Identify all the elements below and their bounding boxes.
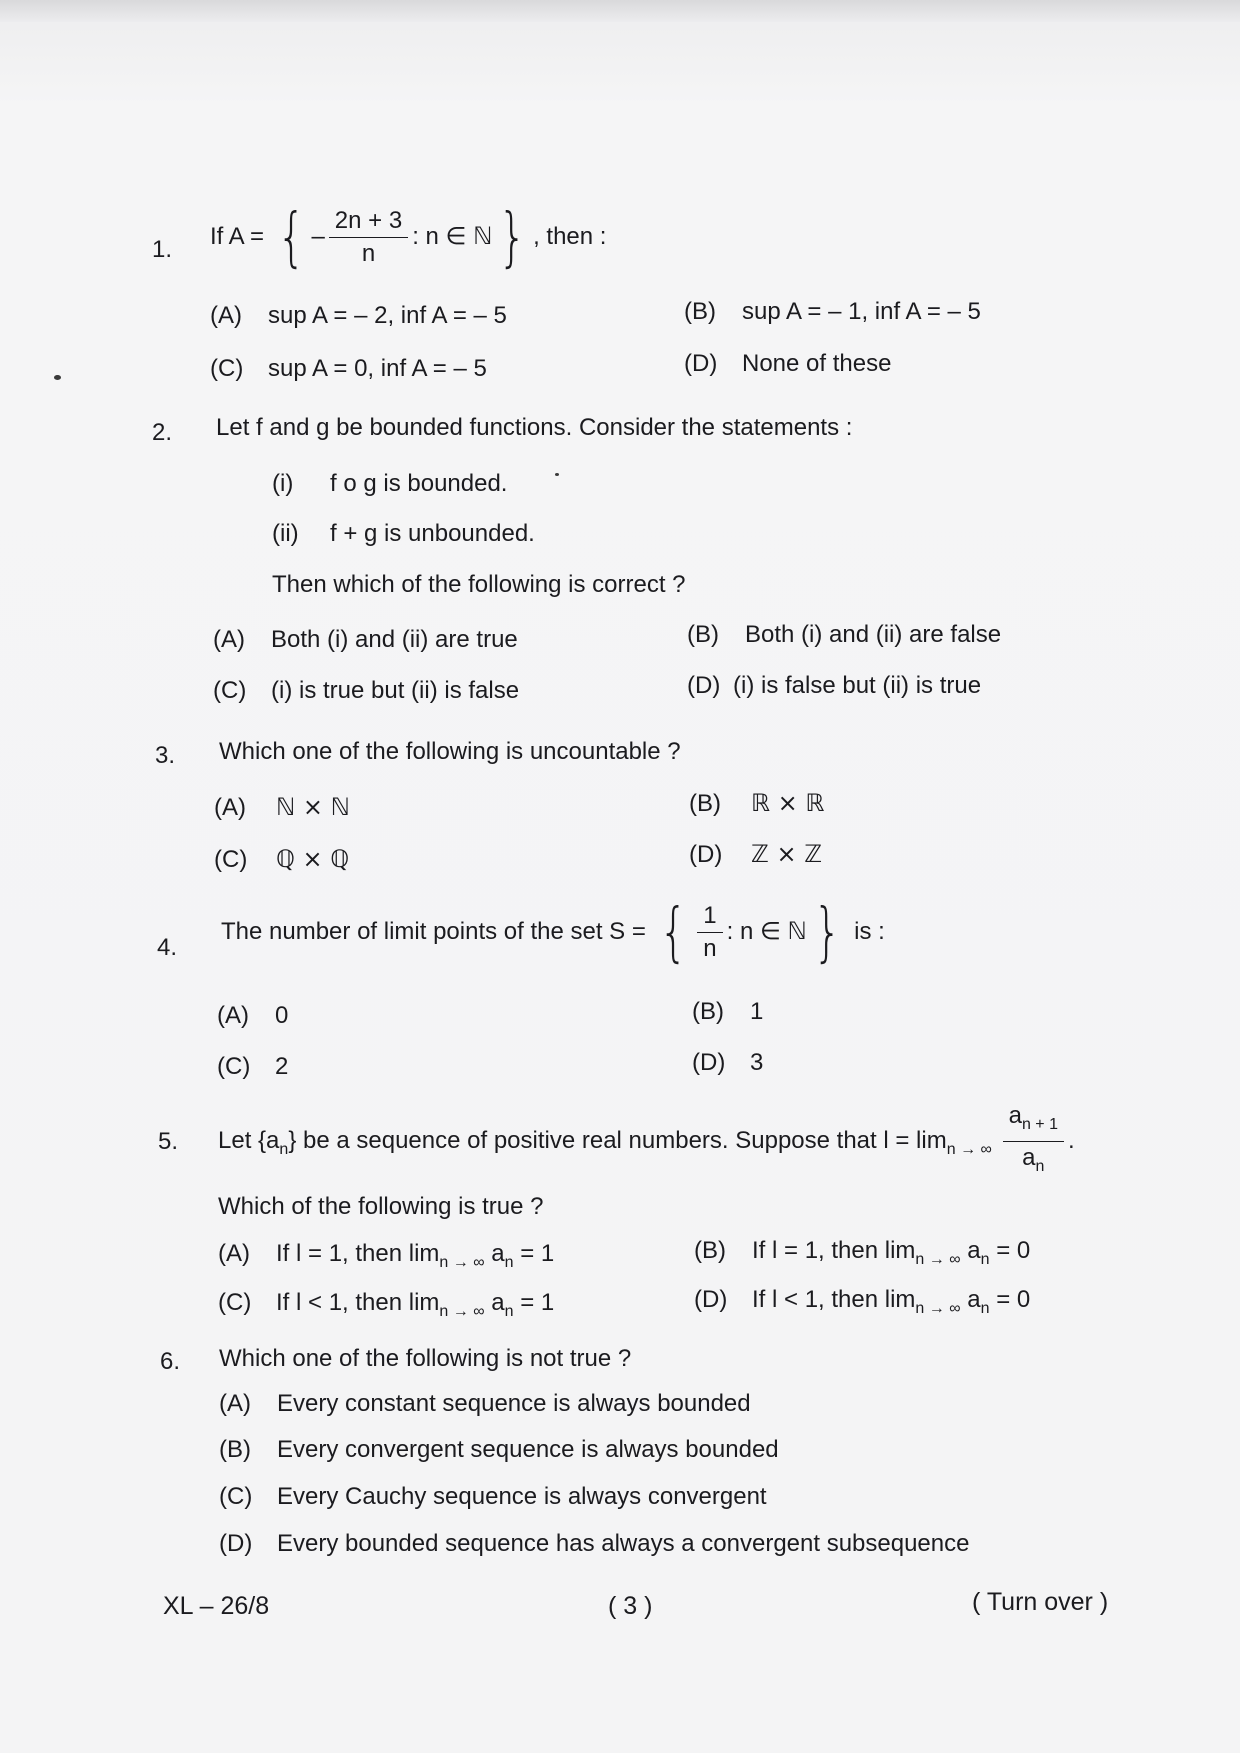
question-6-stem: Which one of the following is not true ?	[219, 1345, 632, 1372]
question-5-prompt: Which of the following is true ?	[218, 1193, 544, 1220]
q1-fraction: $\frac{2n + 3}{n}$	[329, 205, 408, 270]
exam-code: XL – 26/8	[163, 1592, 270, 1620]
q4-option-d[interactable]: (D) 3	[692, 1049, 764, 1076]
q5-option-a[interactable]: (A) If l = 1, then $\lim_{n \to \infty} a_n = 1$	[218, 1240, 555, 1271]
question-2-prompt: Then which of the following is correct ?	[272, 571, 686, 598]
q2-option-a[interactable]: (A) Both (i) and (ii) are true	[213, 626, 518, 653]
question-1-number: 1.	[152, 236, 173, 263]
question-2-number: 2.	[152, 419, 173, 446]
question-5-stem: Let $\{a_n\}$ be a sequence of positive real numbers. Suppose that $l = \lim_{n \to \infty}$ $\frac{a_{n + 1}}{a_n}$ .	[218, 1100, 1075, 1183]
question-6-number: 6.	[160, 1348, 181, 1375]
question-4-stem: The number of limit points of the set S = { $\frac{1}{n}$ : n ∈ ℕ} is :	[221, 895, 885, 970]
q5-option-b[interactable]: (B) If l = 1, then $\lim_{n \to \infty} a_n = 0$	[694, 1237, 1031, 1268]
right-brace: }	[812, 895, 842, 970]
left-brace: {	[276, 200, 306, 275]
q5-ratio-fraction: $\frac{a_{n + 1}}{a_n}$	[1003, 1100, 1064, 1183]
right-brace: }	[498, 200, 527, 275]
q2-option-c[interactable]: (C) (i) is true but (ii) is false	[213, 677, 520, 704]
q6-option-b[interactable]: (B) Every convergent sequence is always bounded	[219, 1436, 779, 1463]
q1-option-d[interactable]: (D) None of these	[684, 350, 892, 377]
q4-option-b[interactable]: (B) 1	[692, 998, 764, 1025]
q1-option-c[interactable]: (C) sup A = 0, inf A = – 5	[210, 355, 487, 382]
ink-speck	[555, 473, 559, 476]
q2-statement-ii: (ii) f + g is unbounded.	[272, 520, 535, 547]
q2-statement-i: (i) f o g is bounded.	[272, 470, 508, 497]
q6-option-c[interactable]: (C) Every Cauchy sequence is always convergent	[219, 1483, 767, 1510]
q2-option-b[interactable]: (B) Both (i) and (ii) are false	[687, 621, 1002, 648]
q1-option-a[interactable]: (A) sup A = – 2, inf A = – 5	[210, 302, 507, 329]
q2-option-d[interactable]: (D) (i) is false but (ii) is true	[687, 672, 982, 699]
q3-option-a[interactable]: (A) ℕ × ℕ	[214, 793, 350, 821]
q5-option-c[interactable]: (C) If l < 1, then $\lim_{n \to \infty} a_n = 1$	[218, 1289, 555, 1320]
page-top-edge	[0, 0, 1240, 22]
q1-prefix: If A =	[210, 222, 265, 250]
q6-option-a[interactable]: (A) Every constant sequence is always bounded	[219, 1390, 751, 1417]
question-2-stem: Let f and g be bounded functions. Consider the statements :	[216, 414, 853, 441]
q3-option-c[interactable]: (C) ℚ × ℚ	[214, 845, 350, 873]
q6-option-d[interactable]: (D) Every bounded sequence has always a convergent subsequence	[219, 1530, 970, 1557]
question-5-number: 5.	[158, 1128, 179, 1155]
q5-option-d[interactable]: (D) If l < 1, then $\lim_{n \to \infty} a_n = 0$	[694, 1286, 1031, 1317]
q4-option-a[interactable]: (A) 0	[217, 1002, 289, 1029]
q3-option-d[interactable]: (D) ℤ × ℤ	[689, 840, 823, 868]
question-3-number: 3.	[155, 742, 176, 769]
q4-option-c[interactable]: (C) 2	[217, 1053, 289, 1080]
page-number: ( 3 )	[608, 1592, 653, 1620]
q4-fraction: $\frac{1}{n}$	[697, 900, 722, 965]
left-brace: {	[658, 895, 688, 970]
q1-option-b[interactable]: (B) sup A = – 1, inf A = – 5	[684, 298, 981, 325]
turn-over-note: ( Turn over )	[972, 1588, 1109, 1616]
q3-option-b[interactable]: (B) ℝ × ℝ	[689, 789, 825, 817]
question-1-stem: If A = { – $\frac{2n + 3}{n}$ : n ∈ ℕ} , then :	[210, 200, 607, 275]
question-4-number: 4.	[157, 934, 178, 961]
question-3-stem: Which one of the following is uncountable ?	[219, 738, 681, 765]
ink-speck	[54, 375, 61, 380]
